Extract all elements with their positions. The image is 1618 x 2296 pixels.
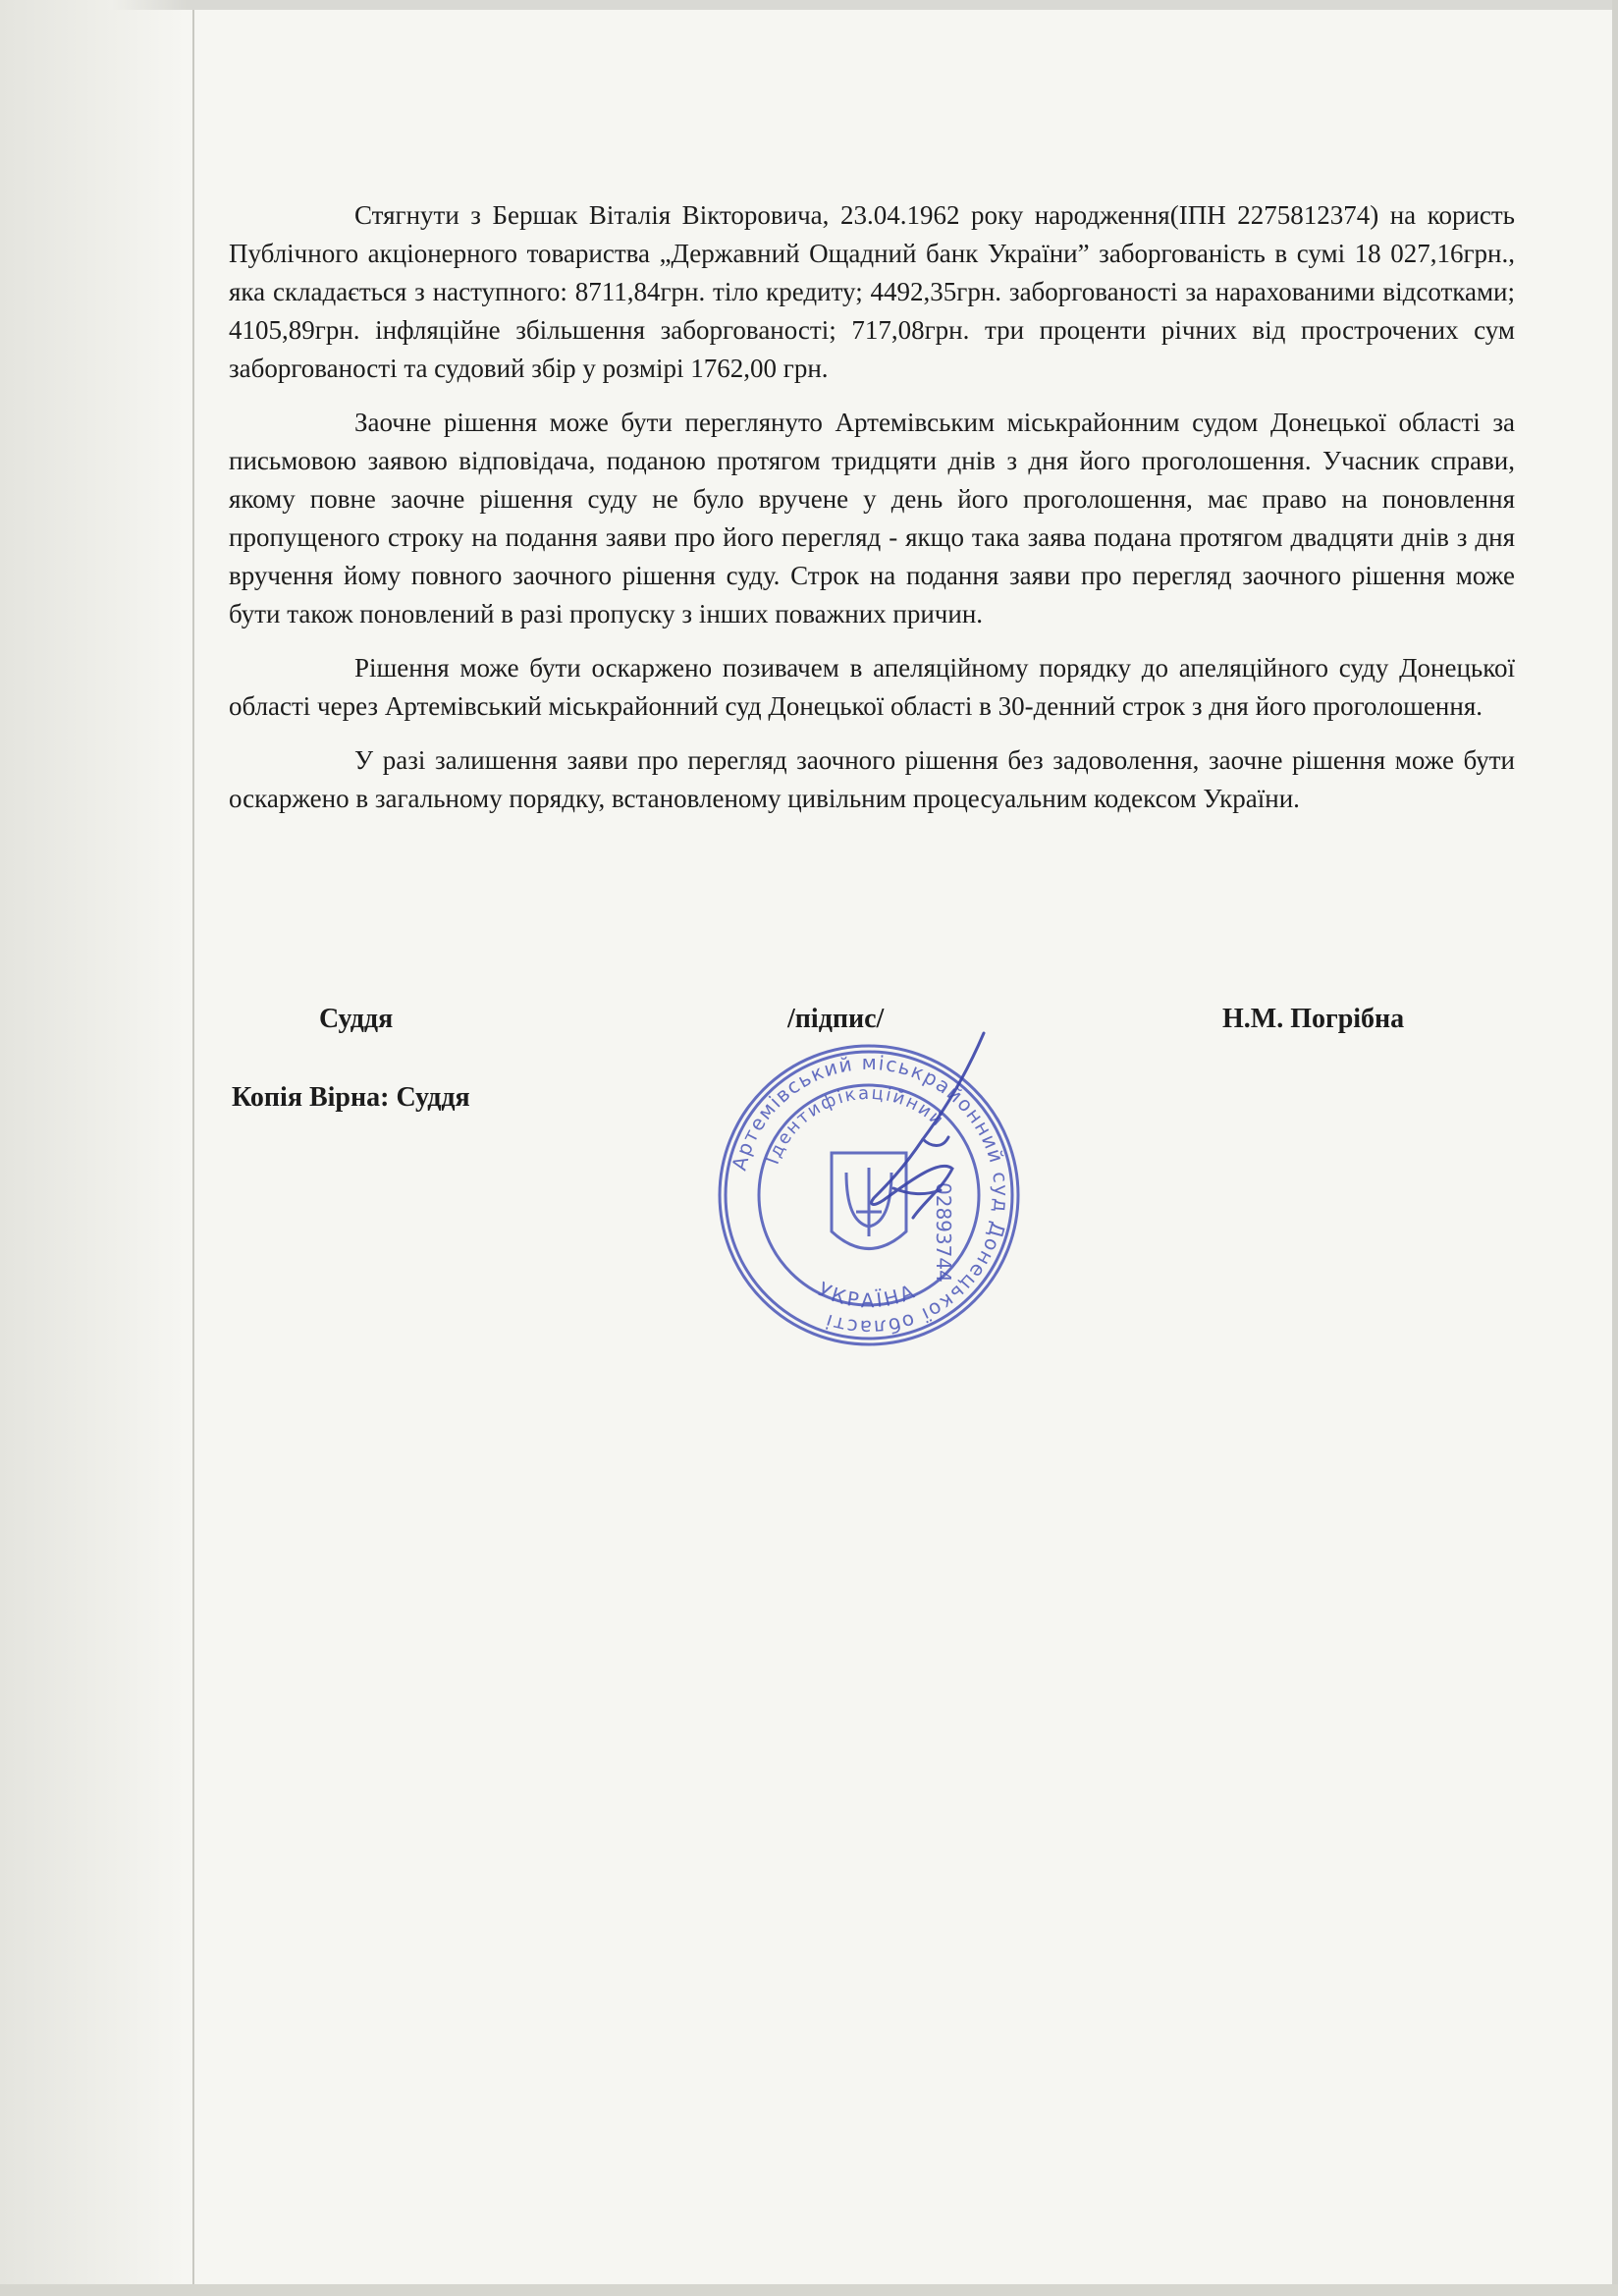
scan-edge-left bbox=[0, 0, 187, 2296]
document-body bbox=[229, 196, 1515, 818]
copy-certification: Копія Вірна: Суддя bbox=[232, 1082, 470, 1113]
seal-inner-text: Ідентифікаційний bbox=[762, 1082, 949, 1168]
signature-mark: /підпис/ bbox=[787, 1004, 885, 1034]
seal-outer-text: Артемівський міськрайонний суд Донецької області bbox=[727, 1050, 1014, 1340]
seal-bottom-text: УКРАЇНА bbox=[814, 1277, 921, 1313]
svg-text:УКРАЇНА bbox=[814, 1277, 920, 1312]
handwritten-signature bbox=[776, 1021, 1031, 1247]
paragraph-appeal: Рішення може бути оскаржено позивачем в апеляційному порядку до апеляційного суду Донецької області через Артемівський міськрайонний суд Донецької області в 30-денний строк з дня його проголошення. bbox=[229, 653, 1515, 721]
signature-role: Суддя bbox=[319, 1004, 394, 1034]
paragraph-recovery: Стягнути з Бершак Віталія Вікторовича, 23.04.1962 року народження(ІПН 2275812374) на користь Публічного акціонерного товариства „Державний Ощадний банк України” заборгованість в сумі 18 027,16грн., яка складається з наступного: 8711,84грн. тіло кредиту; 4492,35грн. заборгованості за нарахованими відсотками; 4105,89грн. інфляційне збільшення заборгованості; 717,08грн. три проценти річних від прострочених сум заборгованості та судовий збір у розмірі 1762,00 грн. bbox=[229, 200, 1515, 383]
paragraph-dismissal: У разі залишення заяви про перегляд заочного рішення без задоволення, заочне рішення може бути оскаржено в загальному порядку, встановленому цивільним процесуальним кодексом України. bbox=[229, 745, 1515, 813]
scan-edge-right bbox=[1612, 0, 1618, 2296]
signature-name: Н.М. Погрібна bbox=[1222, 1004, 1405, 1034]
scan-edge-bottom bbox=[0, 2284, 1618, 2296]
paragraph-review: Заочне рішення може бути переглянуто Артемівським міськрайонним судом Донецької області за письмовою заявою відповідача, поданою протягом тридцяти днів з дня його проголошення. Учасник справи, якому повне заочне рішення суду не було вручене у день його проголошення, має право на поновлення пропущеного строку на подання заяви про його перегляд - якщо така заява подана протягом двадцяти днів з дня вручення йому повного заочного рішення суду. Строк на подання заяви про перегляд заочного рішення може бути також поновлений в разі пропуску з інших поважних причин. bbox=[229, 408, 1515, 629]
page-fold-line bbox=[192, 10, 194, 2288]
scan-edge-top bbox=[0, 0, 1618, 10]
seal-code: 02893744 bbox=[932, 1182, 955, 1283]
